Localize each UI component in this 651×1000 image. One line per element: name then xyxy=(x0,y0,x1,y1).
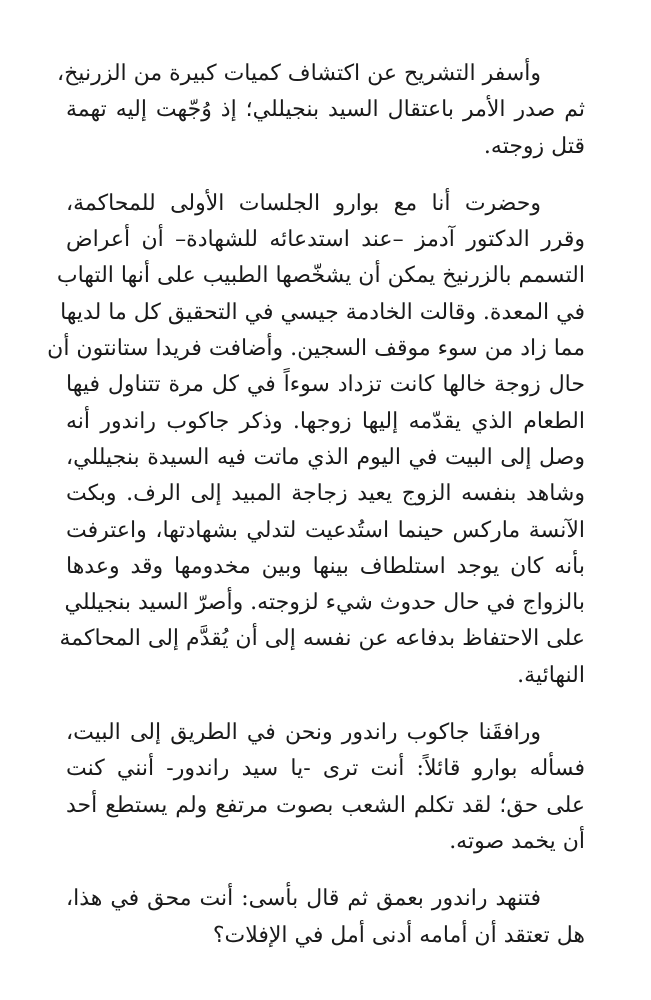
paragraph-trial xyxy=(47,186,585,694)
paragraph-gap xyxy=(66,694,585,715)
paragraph-sigh xyxy=(66,881,585,954)
text-line: على حق؛ لقد تكلم الشعب بصوت مرتفع ولم يستطع أحد xyxy=(66,792,585,818)
text-line: بالزواج في حال حدوث شيء لزوجته. وأصرّ السيد بنجيللي xyxy=(64,590,585,616)
paragraph-walk-home xyxy=(66,715,585,860)
text-line: الطعام الذي يقدّمه إليها زوجها. وذكر جاكوب راندور أنه xyxy=(66,408,585,434)
text-line: وقرر الدكتور آدمز –عند استدعائه للشهادة– أن أعراض xyxy=(66,227,585,253)
text-line: حال زوجة خالها كانت تزداد سوءاً في كل مرة تتناول فيها xyxy=(66,372,585,398)
text-line: أن يخمد صوته. xyxy=(449,828,585,854)
text-line: النهائية. xyxy=(517,662,585,688)
text-line: في المعدة. وقالت الخادمة جيسي في التحقيق كل ما لديها xyxy=(60,299,585,325)
text-line: مما زاد من سوء موقف السجين. وأضافت فريدا ستانتون أن xyxy=(47,336,585,362)
text-line: الآنسة ماركس حينما استُدعيت لتدلي بشهادتها، واعترفت xyxy=(66,517,585,543)
text-line: وشاهد بنفسه الزوج يعيد زجاجة المبيد إلى الرف. وبكت xyxy=(66,481,585,507)
text-line: وحضرت أنا مع بوارو الجلسات الأولى للمحاكمة، xyxy=(66,190,541,216)
text-line: التسمم بالزرنيخ يمكن أن يشخّصها الطبيب على أنها التهاب xyxy=(56,263,585,289)
text-line: على الاحتفاظ بدفاعه عن نفسه إلى أن يُقدَّم إلى المحاكمة xyxy=(59,626,585,652)
text-line: ثم صدر الأمر باعتقال السيد بنجيللي؛ إذ وُجّهت إليه تهمة xyxy=(66,97,585,123)
text-line: وصل إلى البيت في اليوم الذي ماتت فيه السيدة بنجيللي، xyxy=(66,444,585,470)
paragraph-gap xyxy=(66,860,585,881)
text-line: بأنه كان يوجد استلطاف بينها وبين مخدومها وقد وعدها xyxy=(66,553,585,579)
text-line: هل تعتقد أن أمامه أدنى أمل في الإفلات؟ xyxy=(212,922,585,948)
text-line: ورافقَنا جاكوب راندور ونحن في الطريق إلى البيت، xyxy=(66,720,541,746)
text-line: وأسفر التشريح عن اكتشاف كميات كبيرة من الزرنيخ، xyxy=(57,61,541,86)
paragraph-gap xyxy=(66,165,585,186)
text-line: قتل زوجته. xyxy=(483,133,585,159)
text-line: فسأله بوارو قائلاً: أنت ترى -يا سيد راندور- أنني كنت xyxy=(66,756,585,782)
paragraph-autopsy xyxy=(57,56,585,165)
text-line: فتنهد راندور بعمق ثم قال بأسى: أنت محق في هذا، xyxy=(66,886,541,912)
